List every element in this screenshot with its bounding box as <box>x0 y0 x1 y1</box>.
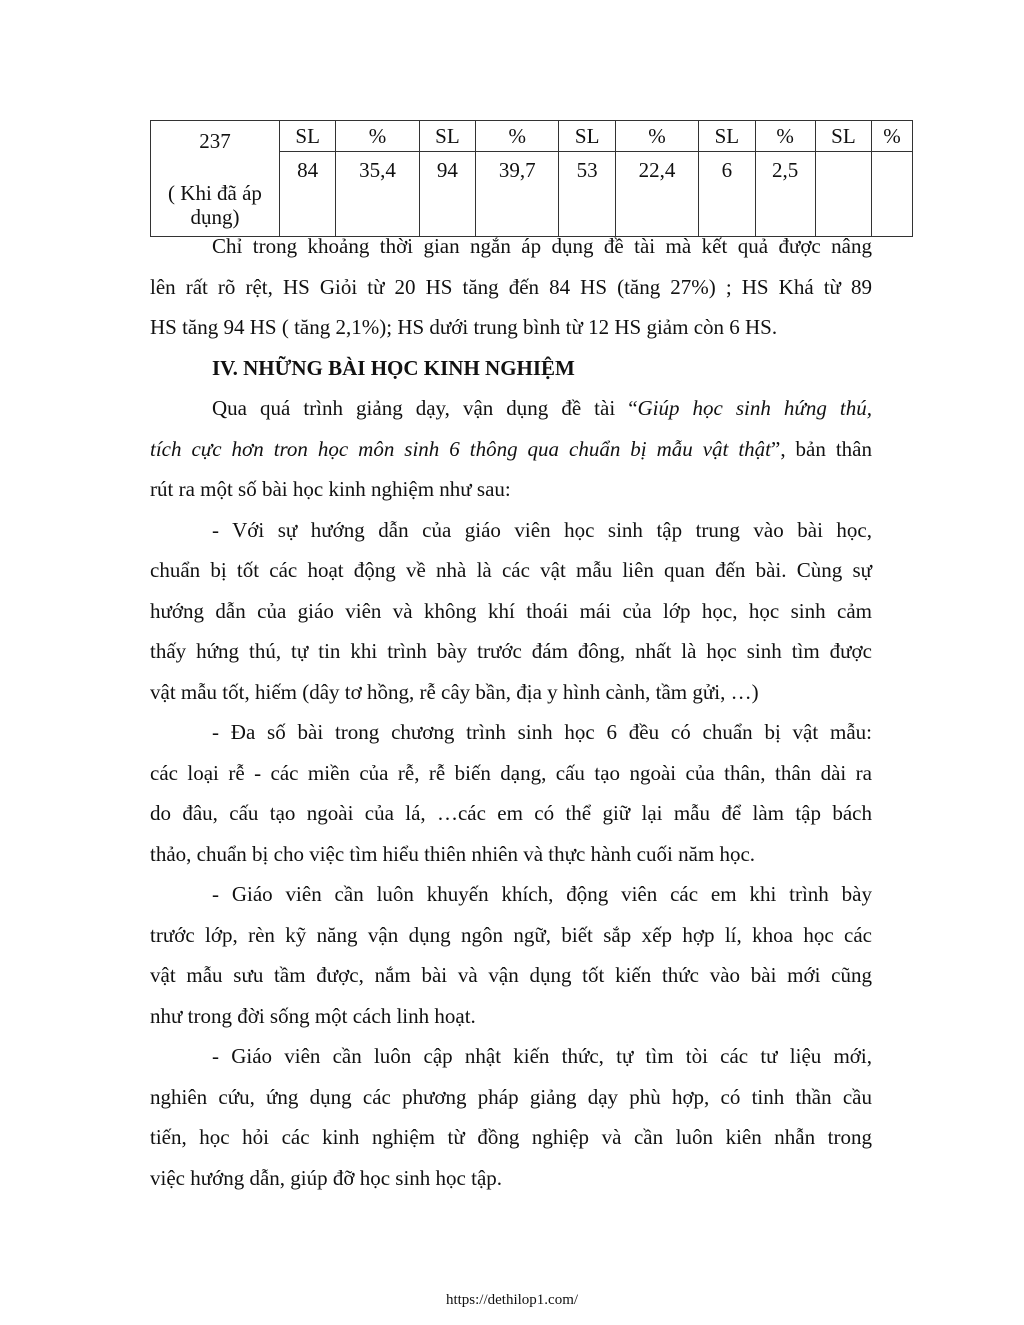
text-line: nghiên cứu, ứng dụng các phương pháp giảng dạy phù hợp, có tinh thần cầu <box>150 1084 872 1109</box>
table-header-cell: % <box>872 121 913 152</box>
text-line: việc hướng dẫn, giúp đỡ học sinh học tập. <box>150 1165 503 1190</box>
table-value-cell: 6 <box>699 152 755 237</box>
text-line: hướng dẫn của giáo viên và không khí thoái mái của lớp học, học sinh cảm <box>150 598 872 623</box>
text-line: do đâu, cấu tạo ngoài của lá, …các em có thể giữ lại mẫu để làm tập bách <box>150 801 872 825</box>
text-line: tích cực hơn tron học môn sinh 6 thông qua chuẩn bị mẫu vật thật”, bản thân <box>150 436 872 461</box>
table-value-cell <box>872 152 913 237</box>
table-value-cell: 94 <box>419 152 475 237</box>
student-count-cell <box>151 121 280 237</box>
document-body <box>150 226 872 1198</box>
student-count: 237 <box>199 128 231 153</box>
table-header-row <box>151 121 913 152</box>
text-line: thảo, chuẩn bị cho việc tìm hiểu thiên nhiên và thực hành cuối năm học. <box>150 841 756 866</box>
table-value-cell: 53 <box>559 152 615 237</box>
lesson-item <box>150 712 872 874</box>
table-header-cell: SL <box>280 121 336 152</box>
table-value-cell: 39,7 <box>476 152 559 237</box>
table-header-cell: SL <box>815 121 871 152</box>
text-line: vật mẫu tốt, hiếm (dây tơ hồng, rễ cây bần, địa y hình cành, tầm gửi, …) <box>150 679 759 704</box>
text-line: trước lớp, rèn kỹ năng vận dụng ngôn ngữ, biết sắp xếp hợp lí, khoa học các <box>150 922 872 947</box>
text-line: vật mẫu sưu tầm được, nắm bài và vận dụng tốt kiến thức vào bài mới cũng <box>150 963 872 987</box>
text-line: HS tăng 94 HS ( tăng 2,1%); HS dưới trung bình từ 12 HS giảm còn 6 HS. <box>150 315 778 339</box>
text-line: - Đa số bài trong chương trình sinh học 6 đều có chuẩn bị vật mẫu: <box>212 720 872 744</box>
text-line: Chỉ trong khoảng thời gian ngắn áp dụng đề tài mà kết quả được nâng <box>212 234 872 258</box>
intro-paragraph <box>150 388 872 510</box>
table-header-cell: SL <box>559 121 615 152</box>
section-heading: IV. NHỮNG BÀI HỌC KINH NGHIỆM <box>212 355 575 380</box>
footer-url: https://dethilop1.com/ <box>445 1292 579 1308</box>
text-line: - Giáo viên cần luôn cập nhật kiến thức, tự tìm tòi các tư liệu mới, <box>212 1044 872 1068</box>
text-line: lên rất rõ rệt, HS Giỏi từ 20 HS tăng đến 84 HS (tăng 27%) ; HS Khá từ 89 <box>150 274 872 299</box>
table-value-cell: 22,4 <box>615 152 698 237</box>
table-value-cell: 2,5 <box>755 152 815 237</box>
applied-note: ( Khi đã áp dụng) <box>168 180 262 229</box>
topic-title-part: Giúp học sinh hứng thú, <box>637 396 872 420</box>
text-line: các loại rễ - các miền của rễ, rễ biến dạng, cấu tạo ngoài của thân, thân dài ra <box>150 760 872 785</box>
text-line: - Giáo viên cần luôn khuyến khích, động viên các em khi trình bày <box>212 882 872 906</box>
text-line: rút ra một số bài học kinh nghiệm như sau: <box>150 477 511 501</box>
text-line: chuẩn bị tốt các hoạt động về nhà là các vật mẫu liên quan đến bài. Cùng sự <box>150 558 872 582</box>
table-header-cell: SL <box>699 121 755 152</box>
topic-title-part: tích cực hơn tron học môn sinh 6 thông qua chuẩn bị mẫu vật thật <box>150 436 772 461</box>
lesson-item <box>150 1036 872 1198</box>
lesson-item <box>150 510 872 713</box>
text-line: thấy hứng thú, tự tin khi trình bày trước đám đông, nhất là học sinh tìm được <box>150 639 872 663</box>
text-line: - Với sự hướng dẫn của giáo viên học sinh tập trung vào bài học, <box>212 517 872 542</box>
lesson-item <box>150 874 872 1036</box>
table-header-cell: % <box>615 121 698 152</box>
table-value-cell: 35,4 <box>336 152 419 237</box>
table-header-cell: % <box>336 121 419 152</box>
table-value-cell <box>815 152 871 237</box>
table-header-cell: % <box>755 121 815 152</box>
table-header-cell: SL <box>419 121 475 152</box>
text-line: như trong đời sống một cách linh hoạt. <box>150 1003 476 1028</box>
results-paragraph <box>150 226 872 348</box>
table-value-cell: 84 <box>280 152 336 237</box>
table-header-cell: % <box>476 121 559 152</box>
results-table <box>150 120 913 237</box>
text-line: Qua quá trình giảng dạy, vận dụng đề tài “Giúp học sinh hứng thú, <box>212 396 872 420</box>
text-line: tiến, học hỏi các kinh nghiệm từ đồng nghiệp và cần luôn kiên nhẫn trong <box>150 1125 872 1149</box>
